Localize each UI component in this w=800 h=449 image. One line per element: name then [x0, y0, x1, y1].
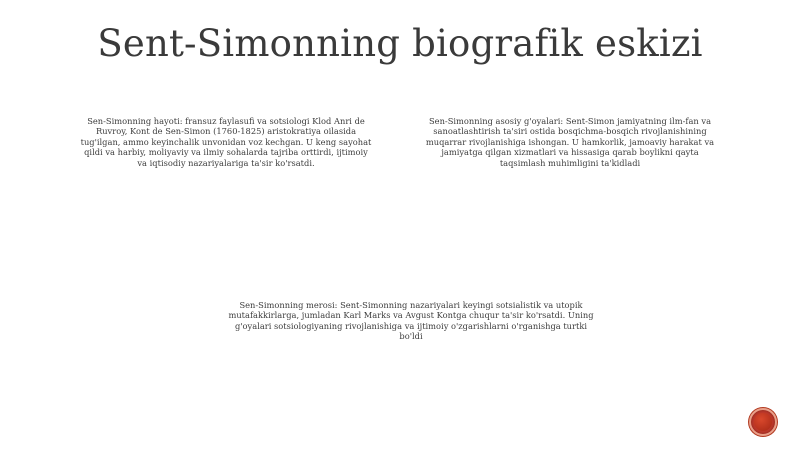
text-block-goyalari: Sen-Simonning asosiy g'oyalari: Sent-Simon jamiyatning ilm-fan va sanoatlashtirish ta'siri ostida bosqichma-bosqich rivojlanishining muqarrar rivojlanishiga ishongan. U hamkorlik, jamoaviy harakat va jamiyatga qilgan xizmatlari va hissasiga qarab boylikni qayta taqsimlash muhimligini ta'kidladi — [425, 116, 715, 168]
text-block-merosi: Sen-Simonning merosi: Sent-Simonning nazariyalari keyingi sotsialistik va utopik mutafakkirlarga, jumladan Karl Marks va Avgust Kontga chuqur ta'sir ko'rsatdi. Uning g'oyalari sotsiologiyaning rivojlanishiga va ijtimoiy o'zgarishlarni o'rganishga turtki bo'ldi — [228, 300, 594, 342]
slide-title: Sent-Simonning biografik eskizi — [97, 22, 703, 65]
circle-nav-icon — [754, 413, 772, 431]
next-slide-button[interactable] — [749, 408, 777, 436]
text-block-hayoti: Sen-Simonning hayoti: fransuz faylasufi va sotsiologi Klod Anri de Ruvroy, Kont de Sen-Simon (1760-1825) aristokratiya oilasida tug'ilgan, ammo keyinchalik unvonidan voz kechgan. U keng sayohat qildi va harbiy, moliyaviy va ilmiy sohalarda tajriba orttirdi, ijtimoiy va iqtisodiy nazariyalariga ta'sir ko'rsatdi. — [80, 116, 372, 168]
